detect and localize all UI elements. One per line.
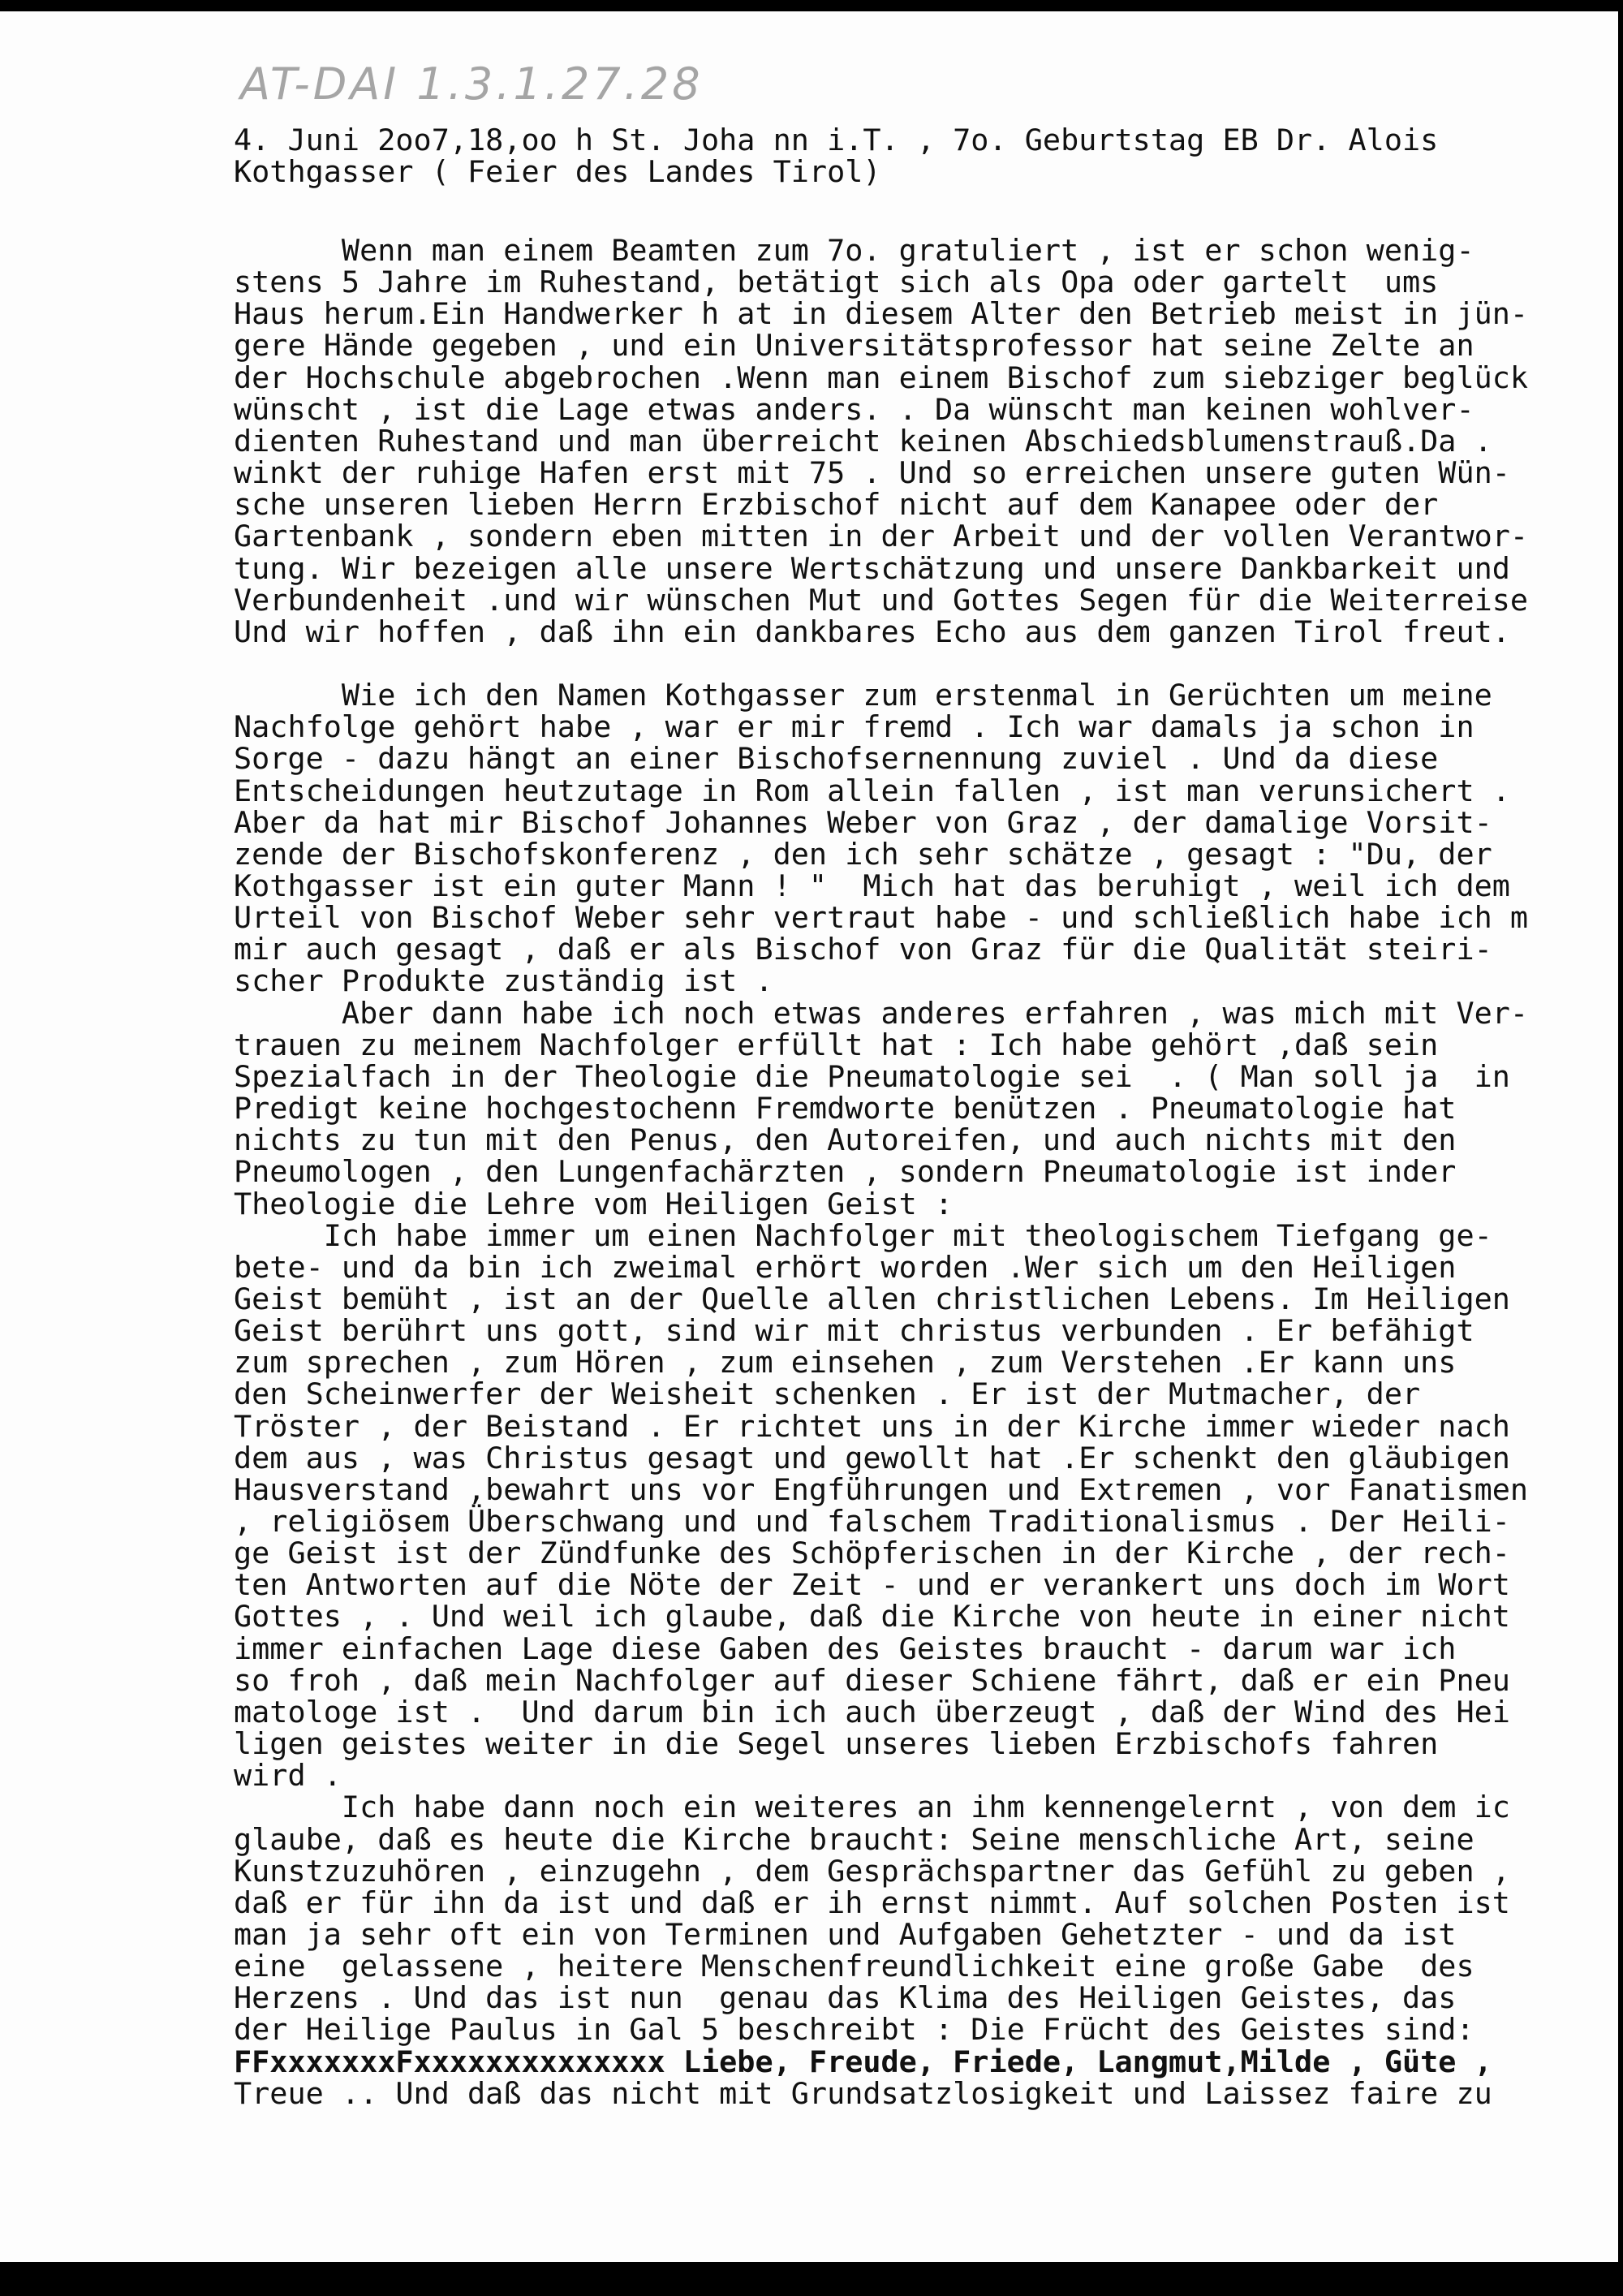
body-line: Und wir hoffen , daß ihn ein dankbares Echo aus dem ganzen Tirol freut. [234, 614, 1510, 649]
body-line: winkt der ruhige Hafen erst mit 75 . Und so erreichen unsere guten Wün- [234, 455, 1510, 490]
body-line: zende der Bischofskonferenz , den ich sehr schätze , gesagt : "Du, der [234, 837, 1492, 872]
body-line: dem aus , was Christus gesagt und gewollt hat .Er schenkt den gläubigen [234, 1441, 1510, 1475]
body-line: stens 5 Jahre im Ruhestand, betätigt sich als Opa oder gartelt ums [234, 265, 1439, 299]
body-line: Spezialfach in der Theologie die Pneumatologie sei . ( Man soll ja in [234, 1059, 1510, 1094]
body-line: Urteil von Bischof Weber sehr vertraut habe - und schließlich habe ich m [234, 900, 1529, 935]
body-line: tung. Wir bezeigen alle unsere Wertschätzung und unsere Dankbarkeit und [234, 551, 1510, 586]
body-line: Predigt keine hochgestochenn Fremdworte benützen . Pneumatologie hat [234, 1091, 1457, 1126]
body-line: zum sprechen , zum Hören , zum einsehen , zum Verstehen .Er kann uns [234, 1345, 1457, 1380]
body-line: matologe ist . Und darum bin ich auch überzeugt , daß der Wind des Hei [234, 1695, 1510, 1730]
body-line: der Hochschule abgebrochen .Wenn man einem Bischof zum siebziger beglück [234, 360, 1529, 395]
body-line: man ja sehr oft ein von Terminen und Aufgaben Gehetzter - und da ist [234, 1917, 1457, 1952]
body-line: Geist bemüht , ist an der Quelle allen christlichen Lebens. Im Heiligen [234, 1282, 1510, 1316]
body-line: Tröster , der Beistand . Er richtet uns in der Kirche immer wieder nach [234, 1409, 1510, 1444]
body-line: Hausverstand ,bewahrt uns vor Engführungen und Extremen , vor Fanatismen [234, 1472, 1529, 1507]
body-line: Pneumologen , den Lungenfachärzten , sondern Pneumatologie ist inder [234, 1154, 1457, 1189]
body-line: Wenn man einem Beamten zum 7o. gratuliert , ist er schon wenig- [234, 233, 1474, 268]
body-line: ligen geistes weiter in die Segel unseres lieben Erzbischofs fahren [234, 1726, 1439, 1761]
body-line: , religiösem Überschwang und und falschem Traditionalismus . Der Heili- [234, 1504, 1510, 1539]
body-line: eine gelassene , heitere Menschenfreundlichkeit eine große Gabe des [234, 1949, 1474, 1984]
body-line: dienten Ruhestand und man überreicht keinen Abschiedsblumenstrauß.Da . [234, 424, 1492, 459]
body-line: trauen zu meinem Nachfolger erfüllt hat : Ich habe gehört ,daß sein [234, 1027, 1439, 1062]
heading-line: Kothgasser ( Feier des Landes Tirol) [234, 154, 881, 189]
body-line: glaube, daß es heute die Kirche braucht: Seine menschliche Art, seine [234, 1822, 1474, 1857]
body-line: Wie ich den Namen Kothgasser zum erstenmal in Gerüchten um meine [234, 678, 1492, 713]
body-line: ten Antworten auf die Nöte der Zeit - und er verankert uns doch im Wort [234, 1567, 1510, 1602]
body-line: immer einfachen Lage diese Gaben des Geistes braucht - darum war ich [234, 1631, 1457, 1666]
body-line: Nachfolge gehört habe , war er mir fremd . Ich war damals ja schon in [234, 709, 1474, 744]
body-line: Gartenbank , sondern eben mitten in der Arbeit und der vollen Verantwor- [234, 519, 1529, 554]
body-line: so froh , daß mein Nachfolger auf dieser Schiene fährt, daß er ein Pneu [234, 1663, 1510, 1698]
body-line: Theologie die Lehre vom Heiligen Geist : [234, 1187, 954, 1221]
body-line: Entscheidungen heutzutage in Rom allein fallen , ist man verunsichert . [234, 773, 1510, 808]
body-line: Ich habe immer um einen Nachfolger mit theologischem Tiefgang ge- [234, 1218, 1492, 1253]
body-line: Kothgasser ist ein guter Mann ! " Mich hat das beruhigt , weil ich dem [234, 868, 1510, 903]
body-line: Kunstzuzuhören , einzugehn , dem Gesprächspartner das Gefühl zu geben , [234, 1854, 1510, 1889]
body-line: ge Geist ist der Zündfunke des Schöpferischen in der Kirche , der rech- [234, 1536, 1510, 1570]
body-line: Herzens . Und das ist nun genau das Klima des Heiligen Geistes, das [234, 1980, 1457, 2015]
body-line: Haus herum.Ein Handwerker h at in diesem Alter den Betrieb meist in jün- [234, 296, 1529, 331]
body-line: FFxxxxxxxFxxxxxxxxxxxxxx Liebe, Freude, Friede, Langmut,Milde , Güte , [234, 2044, 1492, 2079]
archive-signature: AT-DAI 1.3.1.27.28 [240, 58, 704, 110]
body-line: mir auch gesagt , daß er als Bischof von Graz für die Qualität steiri- [234, 932, 1492, 967]
body-line: den Scheinwerfer der Weisheit schenken . Er ist der Mutmacher, der [234, 1376, 1421, 1411]
body-line: scher Produkte zuständig ist . [234, 963, 773, 998]
body-line: sche unseren lieben Herrn Erzbischof nicht auf dem Kanapee oder der [234, 487, 1439, 522]
body-line: Sorge - dazu hängt an einer Bischofsernennung zuviel . Und da diese [234, 741, 1439, 776]
body-line: bete- und da bin ich zweimal erhört worden .Wer sich um den Heiligen [234, 1250, 1457, 1285]
body-line: Gottes , . Und weil ich glaube, daß die Kirche von heute in einer nicht [234, 1599, 1510, 1634]
body-line: nichts zu tun mit den Penus, den Autoreifen, und auch nichts mit den [234, 1122, 1457, 1157]
body-line: Aber da hat mir Bischof Johannes Weber von Graz , der damalige Vorsit- [234, 805, 1492, 840]
body-line: Verbundenheit .und wir wünschen Mut und Gottes Segen für die Weiterreise [234, 583, 1529, 618]
body-line: Treue .. Und daß das nicht mit Grundsatzlosigkeit und Laissez faire zu [234, 2076, 1492, 2111]
body-line: Geist berührt uns gott, sind wir mit christus verbunden . Er befähigt [234, 1313, 1474, 1348]
body-line: Aber dann habe ich noch etwas anderes erfahren , was mich mit Ver- [234, 996, 1529, 1031]
body-line: wünscht , ist die Lage etwas anders. . Da wünscht man keinen wohlver- [234, 392, 1474, 427]
body-line: der Heilige Paulus in Gal 5 beschreibt : Die Frücht des Geistes sind: [234, 2012, 1474, 2047]
heading-line: 4. Juni 2oo7,18,oo h St. Joha nn i.T. , 7o. Geburtstag EB Dr. Alois [234, 123, 1439, 157]
body-line: Ich habe dann noch ein weiteres an ihm kennengelernt , von dem ic [234, 1790, 1510, 1824]
body-line: gere Hände gegeben , und ein Universitätsprofessor hat seine Zelte an [234, 328, 1474, 363]
paper-sheet [0, 11, 1618, 2262]
body-line: wird . [234, 1758, 342, 1793]
body-line: daß er für ihn da ist und daß er ih ernst nimmt. Auf solchen Posten ist [234, 1885, 1510, 1920]
